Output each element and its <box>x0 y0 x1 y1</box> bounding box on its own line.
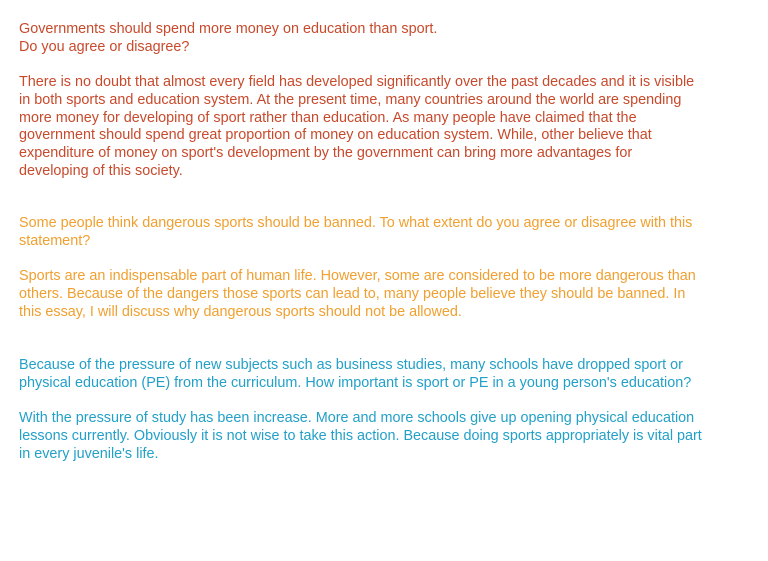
answer-line: government should spend great proportion of money on education system. While, other believe that <box>19 127 652 144</box>
essay-answer <box>19 74 749 180</box>
answer-line: more money for developing of sport rather than education. As many people have claimed that the <box>19 109 637 126</box>
answer-line: expenditure of money on sport's development by the government can bring more advantages for <box>19 144 633 161</box>
answer-line: Sports are an indispensable part of human life. However, some are considered to be more dangerous than <box>19 268 696 285</box>
answer-line: others. Because of the dangers those sports can lead to, many people believe they should be banned. In <box>19 286 686 303</box>
answer-line: There is no doubt that almost every field has developed significantly over the past decades and it is visible <box>19 74 695 91</box>
paragraph-gap <box>19 392 749 410</box>
paragraph-gap <box>19 56 749 74</box>
essay-prompt <box>19 21 749 56</box>
essay-section-education-vs-sport <box>19 21 749 180</box>
answer-line: in every juvenile's life. <box>19 445 159 462</box>
essay-section-pe-in-schools <box>19 357 749 463</box>
prompt-line: Do you agree or disagree? <box>19 38 190 55</box>
document-page <box>19 21 749 463</box>
answer-line: developing of this society. <box>19 162 183 179</box>
prompt-line: physical education (PE) from the curriculum. How important is sport or PE in a young person's education? <box>19 374 692 391</box>
essay-prompt <box>19 215 749 250</box>
essay-prompt <box>19 357 749 392</box>
essay-section-dangerous-sports <box>19 215 749 321</box>
paragraph-gap <box>19 251 749 269</box>
answer-line: lessons currently. Obviously it is not wise to take this action. Because doing sports appropriately is vital part <box>19 427 702 444</box>
answer-line: this essay, I will discuss why dangerous sports should not be allowed. <box>19 303 462 320</box>
essay-answer <box>19 268 749 321</box>
answer-line: in both sports and education system. At the present time, many countries around the world are spending <box>19 91 682 108</box>
prompt-line: statement? <box>19 233 91 250</box>
prompt-line: Because of the pressure of new subjects such as business studies, many schools have dropped sport or <box>19 357 683 374</box>
answer-line: With the pressure of study has been increase. More and more schools give up opening physical education <box>19 410 695 427</box>
essay-answer <box>19 410 749 463</box>
prompt-line: Some people think dangerous sports should be banned. To what extent do you agree or disagree with this <box>19 215 693 232</box>
prompt-line: Governments should spend more money on education than sport. <box>19 21 438 37</box>
